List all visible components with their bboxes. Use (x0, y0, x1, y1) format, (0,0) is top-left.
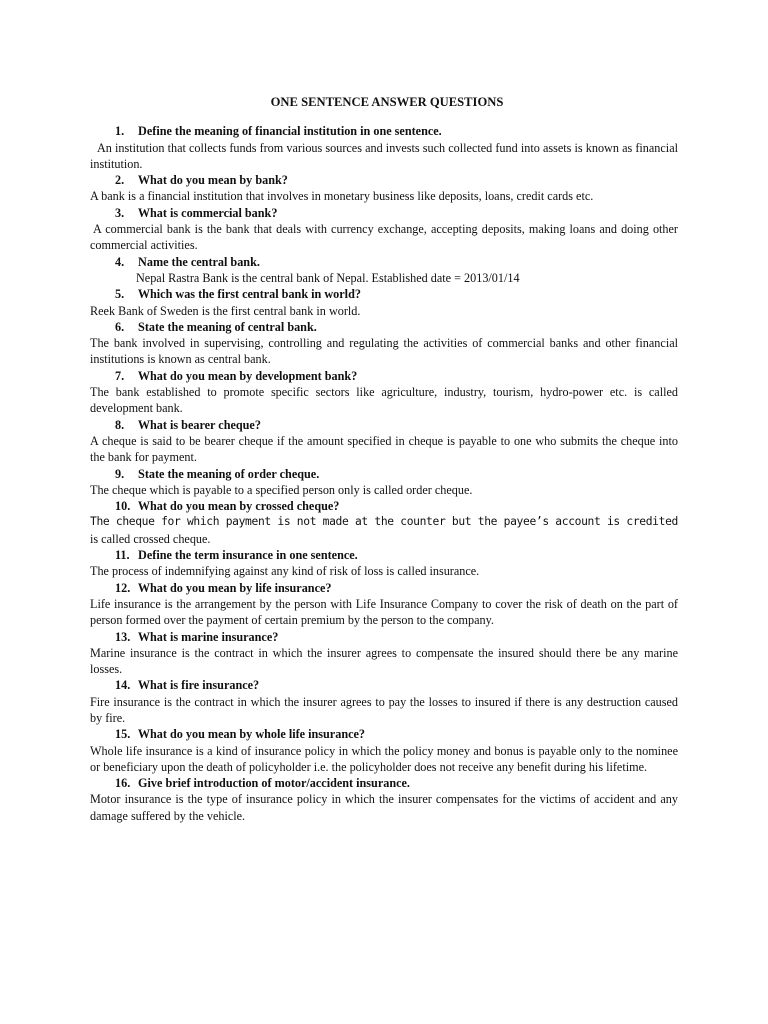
question-7 (90, 368, 678, 384)
answer-12: Life insurance is the arrangement by the person with Life Insurance Company to cover the risk of death on the part of person formed over the payment of certain premium by the person to the company. (90, 596, 678, 628)
question-1 (90, 123, 678, 139)
answer-3: A commercial bank is the bank that deals with currency exchange, accepting deposits, making loans and doing other commercial activities. (90, 222, 678, 253)
question-5 (90, 286, 678, 302)
question-number: 11. (115, 548, 130, 563)
question-number: 10. (115, 499, 131, 514)
document-page (90, 94, 678, 824)
question-11 (90, 547, 678, 563)
page-title: ONE SENTENCE ANSWER QUESTIONS (270, 95, 504, 109)
question-text: What is commercial bank? (137, 205, 278, 220)
answer-1: An institution that collects funds from various sources and invests such collected fund into assets is known as financial institution. (90, 140, 678, 171)
question-text: What do you mean by crossed cheque? (137, 499, 340, 514)
question-9 (90, 466, 678, 482)
answer-8: A cheque is said to be bearer cheque if the amount specified in cheque is payable to one who submits the cheque into the bank for payment. (90, 433, 678, 465)
question-number: 5. (115, 287, 125, 302)
question-6 (90, 319, 678, 335)
question-number: 12. (115, 580, 131, 595)
question-number: 16. (115, 776, 131, 791)
answer-9: The cheque which is payable to a specified person only is called order cheque. (90, 482, 473, 497)
question-13 (90, 629, 678, 645)
answer-10: The cheque for which payment is not made at the counter but the payee’s account is credited is called crossed cheque. (90, 515, 678, 546)
question-3 (90, 205, 678, 221)
answer-6: The bank involved in supervising, controlling and regulating the activities of commercial banks and other financial institutions is known as central bank. (90, 336, 678, 367)
question-number: 7. (115, 368, 125, 383)
question-text: Name the central bank. (138, 254, 260, 269)
question-text: What do you mean by life insurance? (137, 580, 332, 595)
question-text: What is bearer cheque? (137, 417, 261, 432)
question-16 (90, 775, 678, 791)
question-text: What is marine insurance? (137, 629, 279, 644)
question-number: 1. (115, 124, 125, 139)
question-2 (90, 172, 678, 188)
question-text: Which was the first central bank in world? (137, 287, 361, 302)
question-15 (90, 726, 678, 742)
question-text: What do you mean by bank? (137, 173, 288, 188)
question-text: Give brief introduction of motor/accident insurance. (138, 776, 410, 791)
question-text: What is fire insurance? (137, 678, 260, 693)
question-number: 9. (115, 466, 125, 481)
answer-7: The bank established to promote specific sectors like agriculture, industry, tourism, hydro-power etc. is called development bank. (90, 385, 678, 416)
question-text: Define the meaning of financial institution in one sentence. (138, 124, 442, 139)
answer-15: Whole life insurance is a kind of insurance policy in which the policy money and bonus is payable only to the nominee or beneficiary upon the death of policyholder i.e. the policyholder does not receive any benefit during his lifetime. (90, 743, 678, 774)
answer-14: Fire insurance is the contract in which the insurer agrees to pay the losses to insured if there is any destruction caused by fire. (90, 694, 678, 725)
question-number: 13. (115, 629, 131, 644)
answer-16: Motor insurance is the type of insurance policy in which the insurer compensates for the victims of accident and any damage suffered by the vehicle. (90, 792, 678, 823)
question-12 (90, 580, 678, 596)
answer-2: A bank is a financial institution that involves in monetary business like deposits, loans, credit cards etc. (90, 189, 594, 204)
question-4 (90, 254, 678, 270)
question-text: What do you mean by whole life insurance? (137, 727, 366, 742)
question-number: 6. (115, 319, 125, 334)
question-number: 2. (115, 173, 125, 188)
question-number: 8. (115, 417, 125, 432)
question-number: 15. (115, 727, 131, 742)
question-text: Define the term insurance in one sentence. (138, 548, 358, 563)
question-14 (90, 677, 678, 693)
question-text: State the meaning of order cheque. (138, 466, 320, 481)
question-text: What do you mean by development bank? (137, 368, 358, 383)
answer-11: The process of indemnifying against any kind of risk of loss is called insurance. (90, 564, 480, 579)
question-8 (90, 417, 678, 433)
answer-5: Reek Bank of Sweden is the first central bank in world. (90, 303, 361, 318)
question-number: 3. (115, 205, 125, 220)
answer-13: Marine insurance is the contract in which the insurer agrees to compensate the insured should there be any marine losses. (90, 645, 678, 677)
answer-4: Nepal Rastra Bank is the central bank of Nepal. Established date = 2013/01/14 (136, 270, 520, 285)
question-number: 14. (115, 678, 131, 693)
question-number: 4. (115, 254, 125, 269)
question-10 (90, 498, 678, 514)
question-text: State the meaning of central bank. (138, 319, 317, 334)
